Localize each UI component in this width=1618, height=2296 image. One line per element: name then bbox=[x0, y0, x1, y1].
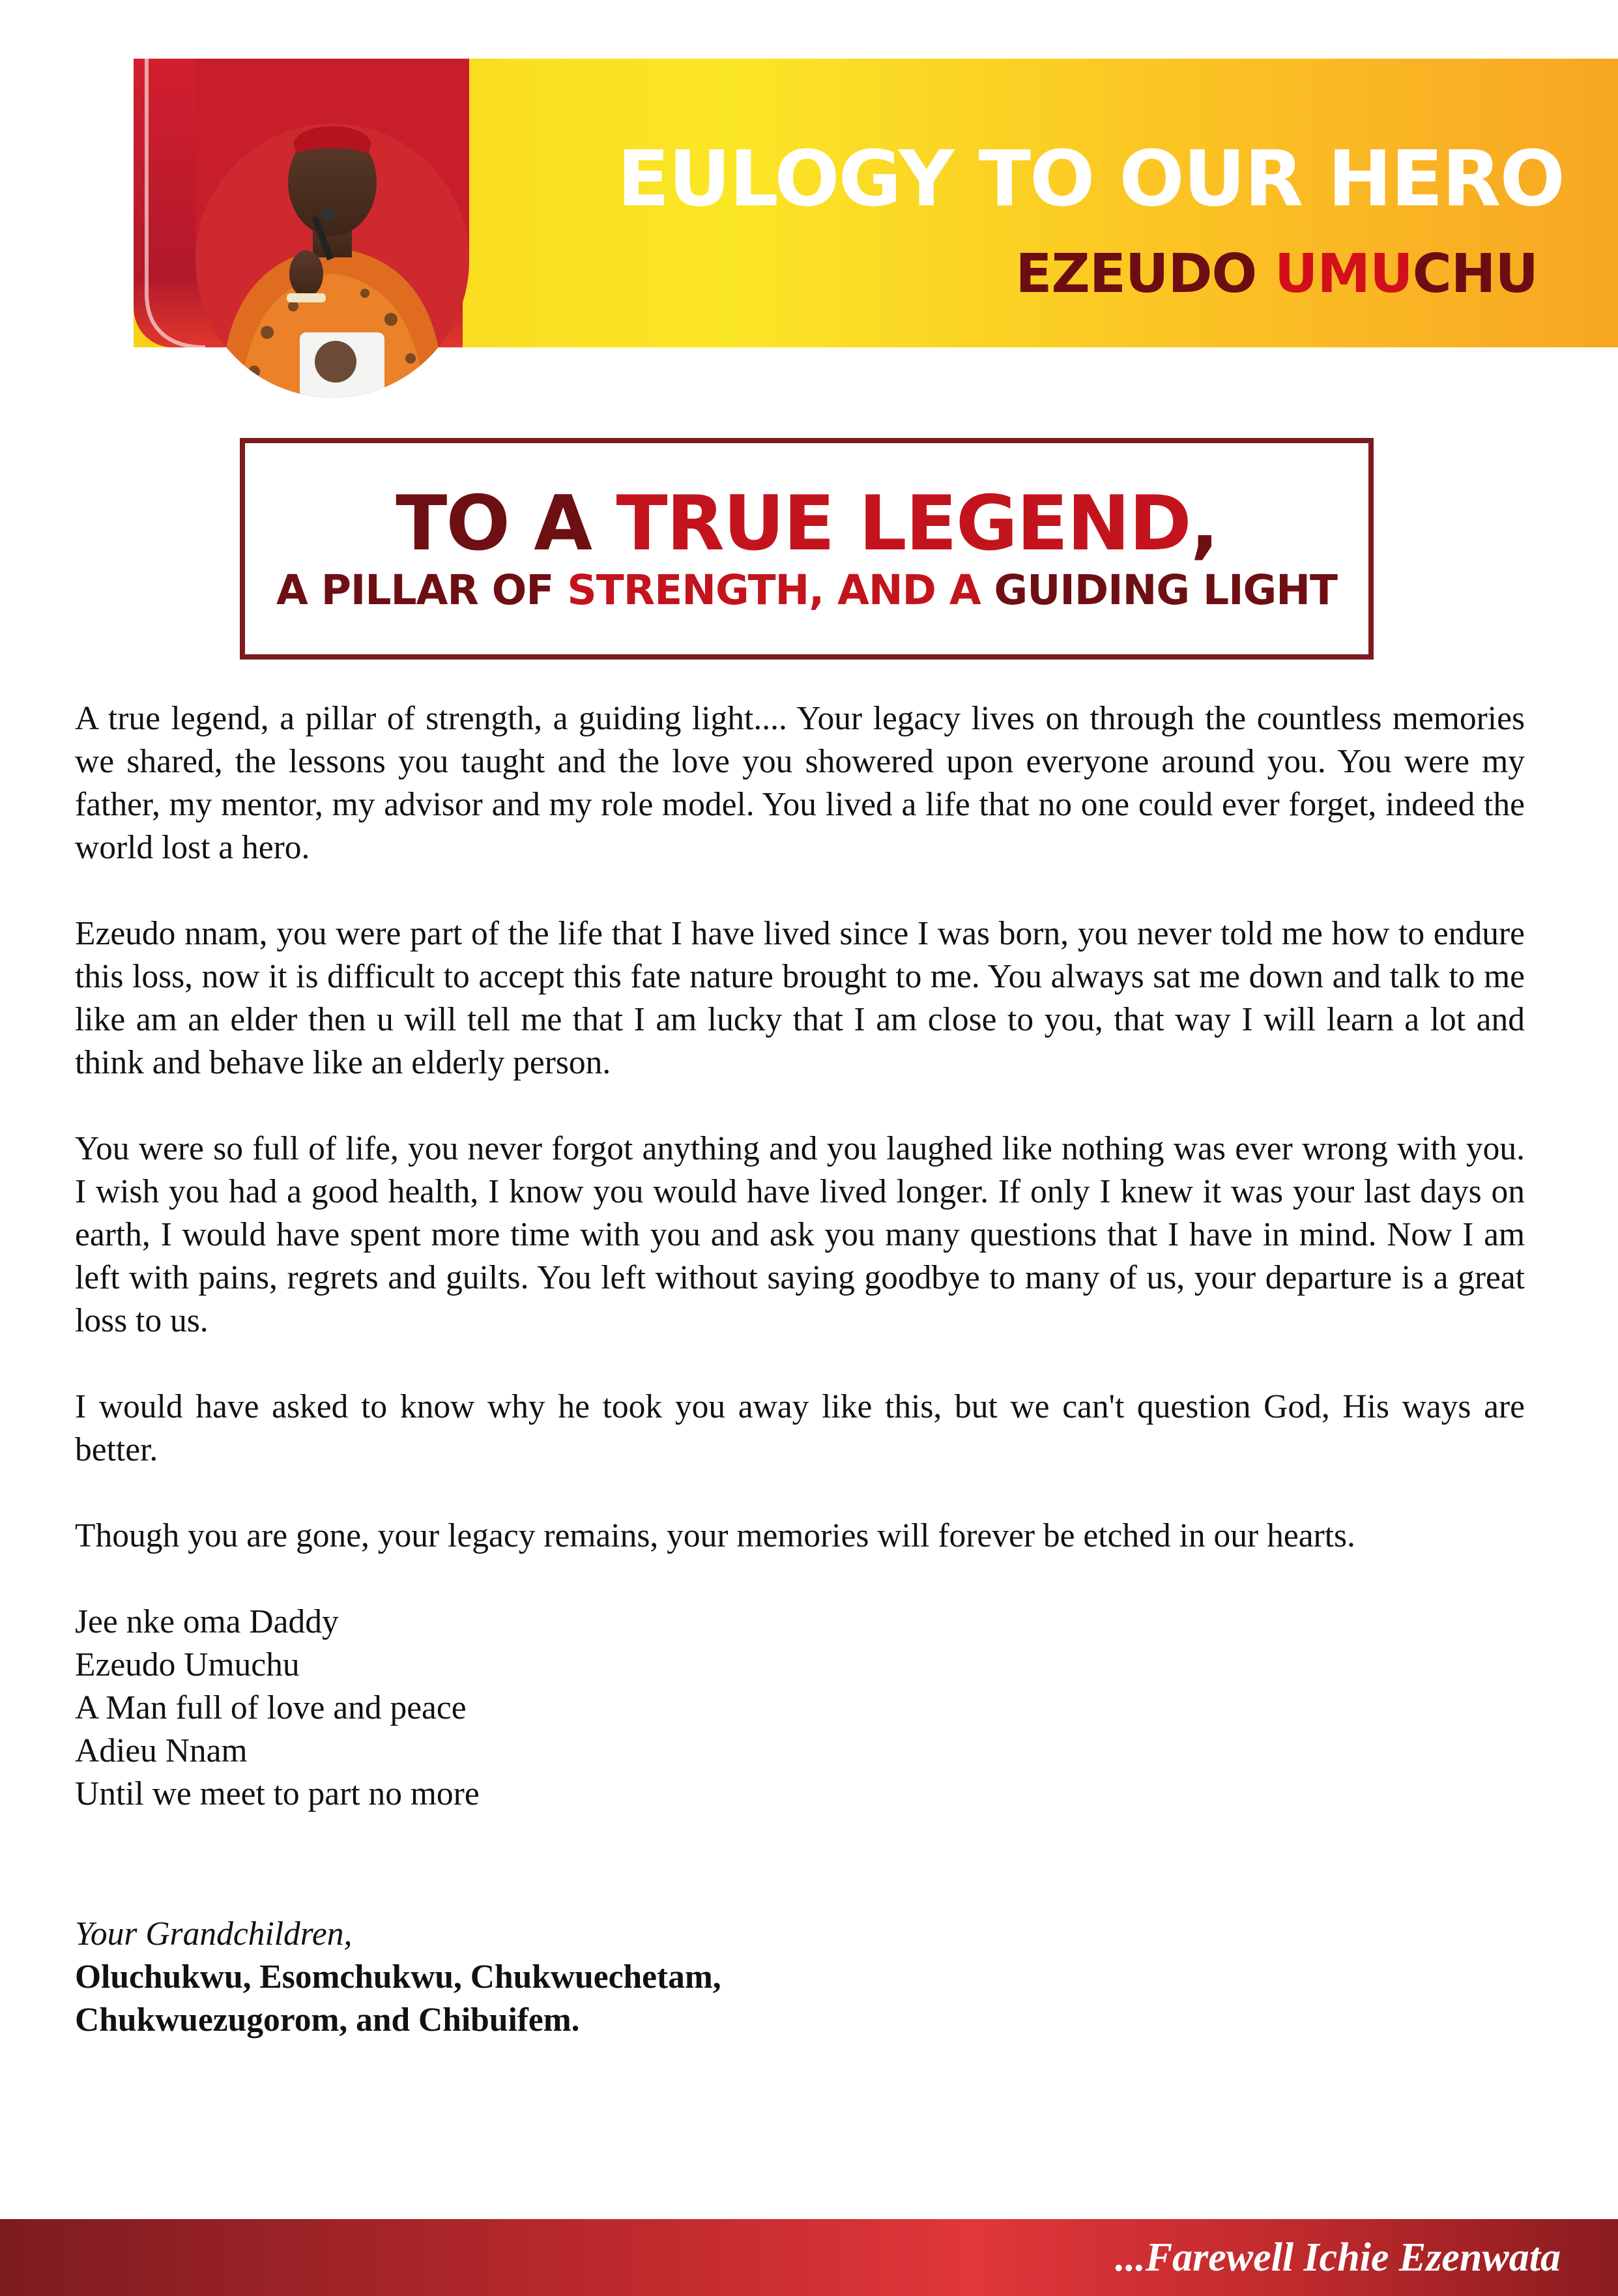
closing-line: Until we meet to part no more bbox=[75, 1775, 480, 1812]
subtitle-umu: UMU bbox=[1274, 243, 1413, 305]
signature-names-2: Chukwuezugorom, and Chibuifem. bbox=[75, 2001, 580, 2039]
subtitle-ezeudo: EZEUDO bbox=[1015, 243, 1257, 305]
eulogy-body bbox=[75, 697, 1525, 1816]
subtitle-chu: CHU bbox=[1412, 243, 1538, 305]
paragraph: Ezeudo nnam, you were part of the life that I have lived since I was born, you never told me how to endure this loss, now it is difficult to accept this fate nature brought to me. You always sat me down and talk to me like am an elder then u will tell me that I am lucky that I am close to you, that way I will learn a lot and think and behave like an elderly person. bbox=[75, 915, 1525, 1081]
headline-2-part1: A PILLAR OF bbox=[276, 566, 568, 614]
banner-subtitle bbox=[782, 243, 1538, 305]
headline-1-part3: , bbox=[1190, 480, 1218, 568]
paragraph: A true legend, a pillar of strength, a guiding light.... Your legacy lives on through the countless memories we shared, the lessons you taught and the love you showered upon everyone around you. You were my father, my mentor, my advisor and my role model. You lived a life that no one could ever forget, indeed the world lost a hero. bbox=[75, 700, 1525, 866]
closing-line: A Man full of love and peace bbox=[75, 1689, 467, 1726]
closing-line: Jee nke oma Daddy bbox=[75, 1603, 339, 1640]
headline-box bbox=[240, 438, 1374, 660]
headline-line-2 bbox=[245, 566, 1368, 614]
headline-1-part1: TO A bbox=[396, 480, 616, 568]
paragraph: I would have asked to know why he took you away like this, but we can't question God, His ways are better. bbox=[75, 1388, 1525, 1468]
headline-2-part3: GUIDING LIGHT bbox=[994, 566, 1337, 614]
headline-2-part2: STRENGTH, AND A bbox=[567, 566, 994, 614]
closing-lines bbox=[75, 1601, 1525, 1816]
footer-bar bbox=[0, 2219, 1618, 2296]
signature-intro: Your Grandchildren, bbox=[75, 1915, 353, 1953]
headline-1-part2: TRUE LEGEND bbox=[616, 480, 1191, 568]
closing-line: Adieu Nnam bbox=[75, 1732, 248, 1769]
paragraph: Though you are gone, your legacy remains, your memories will forever be etched in our hearts. bbox=[75, 1517, 1355, 1554]
headline-line-1 bbox=[245, 480, 1368, 568]
signature-names-1: Oluchukwu, Esomchukwu, Chukwuechetam, bbox=[75, 1958, 721, 1996]
portrait-photo bbox=[195, 59, 469, 398]
signature-block bbox=[75, 1913, 1052, 2042]
footer-text: ...Farewell Ichie Ezenwata bbox=[1115, 2235, 1561, 2280]
paragraph: You were so full of life, you never forgot anything and you laughed like nothing was ever wrong with you. I wish you had a good health, I know you would have lived longer. If only I knew it was your last days on earth, I would have spent more time with you and ask you many questions that I have in mind. Now I am left with pains, regrets and guilts. You left without saying goodbye to many of us, your departure is a great loss to us. bbox=[75, 1130, 1525, 1339]
closing-line: Ezeudo Umuchu bbox=[75, 1646, 300, 1683]
banner-title: EULOGY TO OUR HERO bbox=[616, 134, 1564, 224]
